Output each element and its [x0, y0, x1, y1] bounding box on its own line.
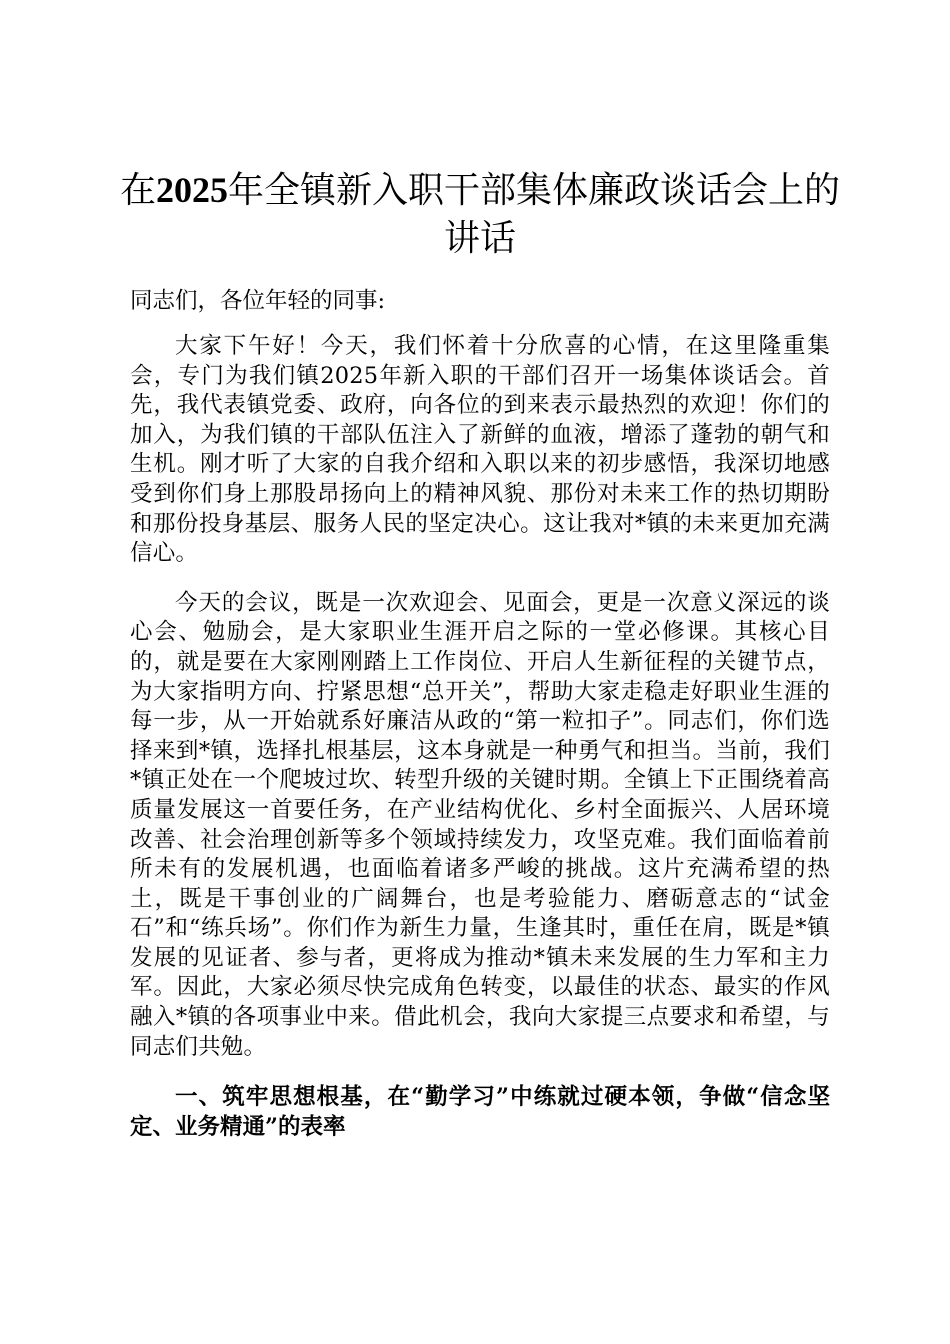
salutation: 同志们，各位年轻的同事: [130, 288, 386, 314]
document-page [119, 166, 841, 1142]
section-heading-1: 一、筑牢思想根基，在“勤学习”中练就过硬本领，争做“信念坚定、业务精通”的表率 [130, 1084, 830, 1141]
paragraph-1: 大家下午好！今天，我们怀着十分欣喜的心情，在这里隆重集会，专门为我们镇2025年新入职的干部们召开一场集体谈话会。首先，我代表镇党委、政府，向各位的到来表示最热烈的欢迎！你们的加入，为我们镇的干部队伍注入了新鲜的血液，增添了蓬勃的朝气和生机。刚才听了大家的自我介绍和入职以来的初步感悟，我深切地感受到你们身上那股昂扬向上的精神风貌、那份对未来工作的热切期盼和那份投身基层、服务人民的坚定决心。这让我对*镇的未来更加充满信心。 [130, 333, 830, 567]
title-year: 2025 [156, 170, 228, 210]
document-title [110, 166, 850, 263]
paragraph-2: 今天的会议，既是一次欢迎会、见面会，更是一次意义深远的谈心会、勉励会，是大家职业生涯开启之际的一堂必修课。其核心目的，就是要在大家刚刚踏上工作岗位、开启人生新征程的关键节点，为大家指明方向、拧紧思想“总开关”，帮助大家走稳走好职业生涯的每一步，从一开始就系好廉洁从政的“第一粒扣子”。同志们，你们选择来到*镇，选择扎根基层，这本身就是一种勇气和担当。当前，我们*镇正处在一个爬坡过坎、转型升级的关键时期。全镇上下正围绕着高质量发展这一首要任务，在产业结构优化、乡村全面振兴、人居环境改善、社会治理创新等多个领域持续发力，攻坚克难。我们面临着前所未有的发展机遇，也面临着诸多严峻的挑战。这片充满希望的热土，既是干事创业的广阔舞台，也是考验能力、磨砺意志的“试金石”和“练兵场”。你们作为新生力量，生逢其时，重任在肩，既是*镇发展的见证者、参与者，更将成为推动*镇未来发展的生力军和主力军。因此，大家必须尽快完成角色转变，以最佳的状态、最实的作风融入*镇的各项事业中来。借此机会，我向大家提三点要求和希望，与同志们共勉。 [130, 589, 830, 1060]
title-prefix: 在 [119, 170, 156, 211]
title-suffix: 年全镇新入职干部集体廉政谈话会上的讲话 [228, 170, 841, 259]
